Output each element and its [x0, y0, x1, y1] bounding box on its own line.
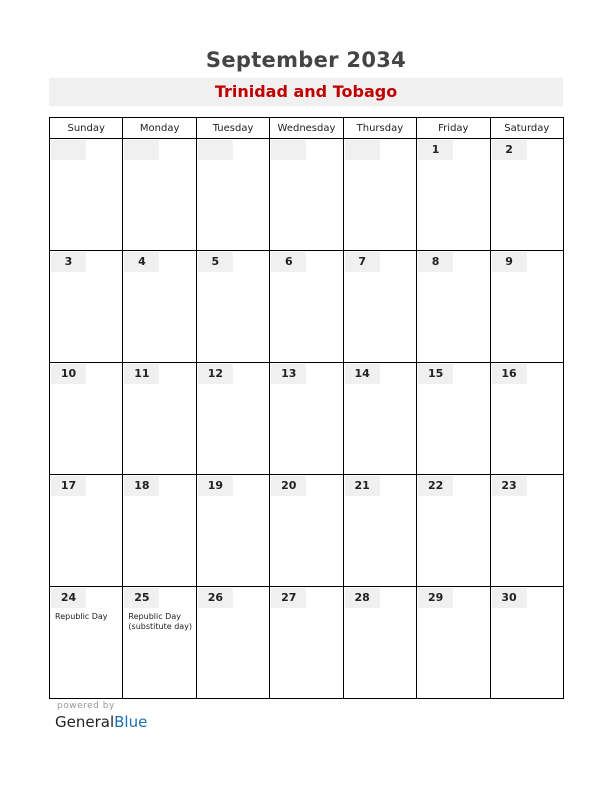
brand-blue: Blue — [114, 713, 148, 731]
day-cell[interactable] — [123, 251, 196, 363]
day-cell[interactable] — [417, 139, 490, 251]
day-cell[interactable] — [123, 363, 196, 475]
day-cell[interactable] — [490, 251, 563, 363]
day-number — [124, 140, 159, 160]
day-cell[interactable] — [343, 587, 416, 699]
day-number: 20 — [271, 476, 306, 496]
brand-logo[interactable] — [55, 713, 147, 731]
calendar-grid — [49, 117, 564, 699]
day-number — [51, 140, 86, 160]
day-number: 9 — [492, 252, 527, 272]
day-number — [345, 140, 380, 160]
day-cell[interactable] — [196, 139, 269, 251]
day-cell[interactable] — [196, 363, 269, 475]
day-number: 14 — [345, 364, 380, 384]
day-number — [271, 140, 306, 160]
calendar-body — [50, 139, 564, 699]
day-number: 4 — [124, 252, 159, 272]
day-cell[interactable] — [196, 475, 269, 587]
day-number: 24 — [51, 588, 86, 608]
day-number: 11 — [124, 364, 159, 384]
day-number: 10 — [51, 364, 86, 384]
weekday-header: Wednesday — [270, 118, 343, 139]
powered-by-text: powered by — [57, 701, 115, 711]
day-cell[interactable] — [50, 475, 123, 587]
day-cell[interactable] — [270, 251, 343, 363]
day-cell[interactable] — [417, 587, 490, 699]
day-cell[interactable] — [490, 139, 563, 251]
day-number: 29 — [418, 588, 453, 608]
day-number: 2 — [492, 140, 527, 160]
day-cell[interactable] — [270, 475, 343, 587]
holiday-label: Republic Day (substitute day) — [128, 612, 193, 631]
day-number — [198, 140, 233, 160]
week-row — [50, 363, 564, 475]
day-cell[interactable] — [270, 139, 343, 251]
day-cell[interactable] — [417, 363, 490, 475]
day-cell[interactable] — [343, 475, 416, 587]
day-number: 25 — [124, 588, 159, 608]
day-cell[interactable] — [490, 363, 563, 475]
day-number: 23 — [492, 476, 527, 496]
weekday-header: Sunday — [50, 118, 123, 139]
week-row — [50, 139, 564, 251]
country-banner — [49, 78, 563, 106]
day-cell[interactable] — [50, 587, 123, 699]
day-number: 28 — [345, 588, 380, 608]
day-number: 15 — [418, 364, 453, 384]
country-name: Trinidad and Tobago — [214, 82, 398, 101]
day-cell[interactable] — [270, 587, 343, 699]
weekday-header-row — [50, 118, 564, 139]
day-number: 26 — [198, 588, 233, 608]
weekday-header: Monday — [123, 118, 196, 139]
day-number: 16 — [492, 364, 527, 384]
day-number: 17 — [51, 476, 86, 496]
day-number: 19 — [198, 476, 233, 496]
day-cell[interactable] — [196, 587, 269, 699]
day-cell[interactable] — [490, 587, 563, 699]
weekday-header: Friday — [417, 118, 490, 139]
day-cell[interactable] — [196, 251, 269, 363]
day-cell[interactable] — [123, 475, 196, 587]
day-cell[interactable] — [50, 251, 123, 363]
day-number: 1 — [418, 140, 453, 160]
day-number: 13 — [271, 364, 306, 384]
week-row — [50, 475, 564, 587]
weekday-header: Tuesday — [196, 118, 269, 139]
day-number: 3 — [51, 252, 86, 272]
day-number: 18 — [124, 476, 159, 496]
weekday-header: Saturday — [490, 118, 563, 139]
day-number: 5 — [198, 252, 233, 272]
day-cell[interactable] — [343, 139, 416, 251]
day-cell[interactable] — [50, 363, 123, 475]
day-cell[interactable] — [123, 587, 196, 699]
day-number: 8 — [418, 252, 453, 272]
day-number: 21 — [345, 476, 380, 496]
day-cell[interactable] — [123, 139, 196, 251]
brand-general: General — [55, 713, 115, 731]
week-row — [50, 587, 564, 699]
week-row — [50, 251, 564, 363]
day-number: 22 — [418, 476, 453, 496]
weekday-header: Thursday — [343, 118, 416, 139]
day-number: 30 — [492, 588, 527, 608]
day-cell[interactable] — [343, 251, 416, 363]
day-number: 12 — [198, 364, 233, 384]
day-cell[interactable] — [343, 363, 416, 475]
day-cell[interactable] — [417, 475, 490, 587]
day-cell[interactable] — [50, 139, 123, 251]
day-cell[interactable] — [490, 475, 563, 587]
day-number: 6 — [271, 252, 306, 272]
day-number: 27 — [271, 588, 306, 608]
day-cell[interactable] — [417, 251, 490, 363]
day-number: 7 — [345, 252, 380, 272]
holiday-label: Republic Day — [55, 612, 108, 621]
page-title: September 2034 — [205, 48, 407, 72]
day-cell[interactable] — [270, 363, 343, 475]
